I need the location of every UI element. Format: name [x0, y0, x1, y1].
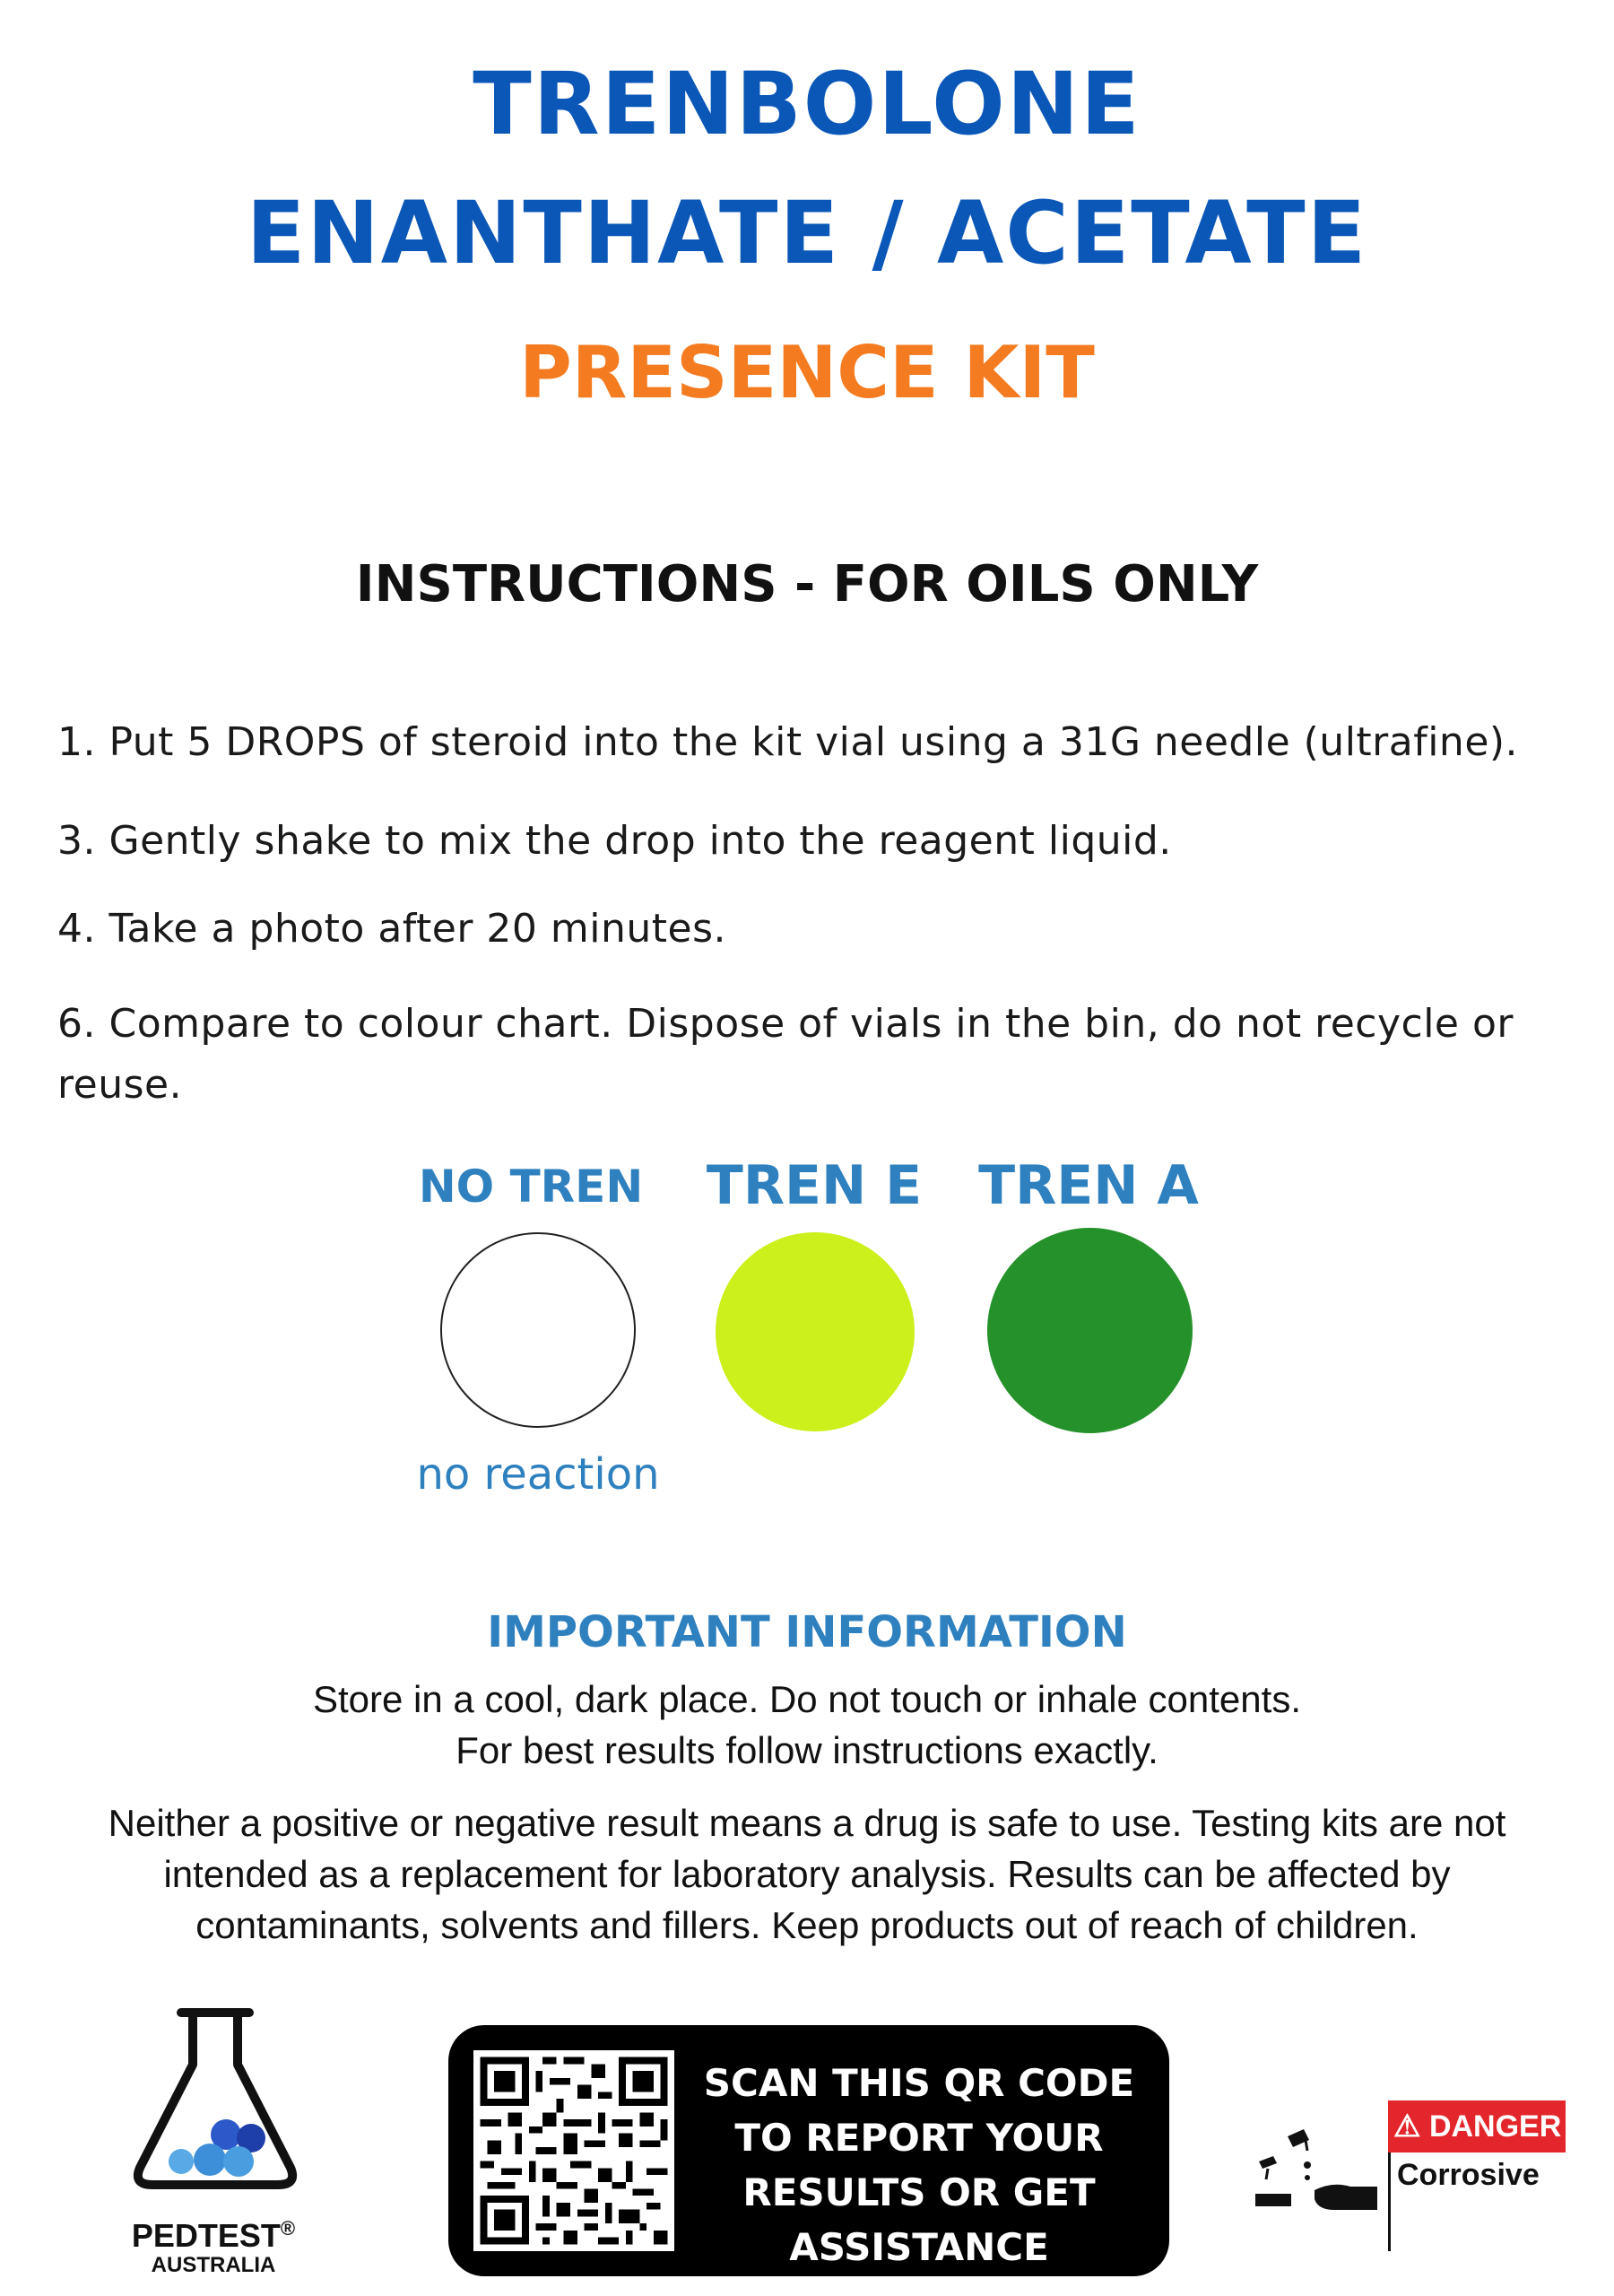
logo-name-text: PEDTEST [131, 2217, 281, 2254]
danger-text: DANGER [1428, 2109, 1562, 2144]
qr-instruction-text: SCAN THIS QR CODE TO REPORT YOUR RESULTS OR GET ASSISTANCE [703, 2061, 1135, 2269]
danger-label [1388, 2100, 1566, 2222]
important-line-2: For best results follow instructions exactly. [456, 1729, 1158, 1771]
no-reaction-note: no reaction [416, 1449, 660, 1500]
logo-name [115, 2217, 312, 2255]
swatch-tren-e [716, 1232, 915, 1431]
title-line-2: ENANTHATE / ACETATE [246, 183, 1368, 283]
instructions-heading: INSTRUCTIONS - FOR OILS ONLY [355, 555, 1259, 613]
corrosive-text: Corrosive [1397, 2158, 1540, 2192]
corrosive-pictogram-icon [1252, 2127, 1384, 2217]
swatch-label-tren-a: TREN A [978, 1154, 1199, 1217]
swatch-tren-a [987, 1228, 1193, 1433]
qr-code[interactable] [473, 2050, 674, 2251]
instruction-step-1: 1. Put 5 DROPS of steroid into the kit vial using a 31G needle (ultrafine). [57, 719, 1519, 765]
important-heading: IMPORTANT INFORMATION [487, 1607, 1127, 1657]
swatch-label-tren-e: TREN E [706, 1154, 923, 1217]
instruction-step-6: 6. Compare to colour chart. Dispose of vials in the bin, do not recycle or reuse. [57, 1001, 1514, 1108]
warning-triangle-icon: ⚠ [1393, 2109, 1421, 2144]
instruction-step-4: 4. Take a photo after 20 minutes. [57, 906, 726, 952]
disclaimer: Neither a positive or negative result means a drug is safe to use. Testing kits are not intended as a replacement for laboratory analysis. Results can be affected by contaminants, solvents and fillers. Keep products out of reach of children. [108, 1802, 1506, 1946]
registered-mark: ® [280, 2217, 296, 2239]
logo-subtitle: AUSTRALIA [151, 2253, 276, 2277]
important-line-1: Store in a cool, dark place. Do not touch or inhale contents. [313, 1678, 1301, 1720]
swatch-label-no-tren: NO TREN [418, 1161, 644, 1213]
swatch-no-tren [440, 1232, 636, 1428]
instruction-step-3: 3. Gently shake to mix the drop into the reagent liquid. [57, 818, 1172, 864]
danger-banner [1388, 2100, 1566, 2152]
qr-panel[interactable] [448, 2025, 1169, 2276]
title-line-1: TRENBOLONE [473, 54, 1141, 154]
flask-logo-icon [126, 2002, 305, 2208]
subtitle: PRESENCE KIT [519, 331, 1095, 414]
